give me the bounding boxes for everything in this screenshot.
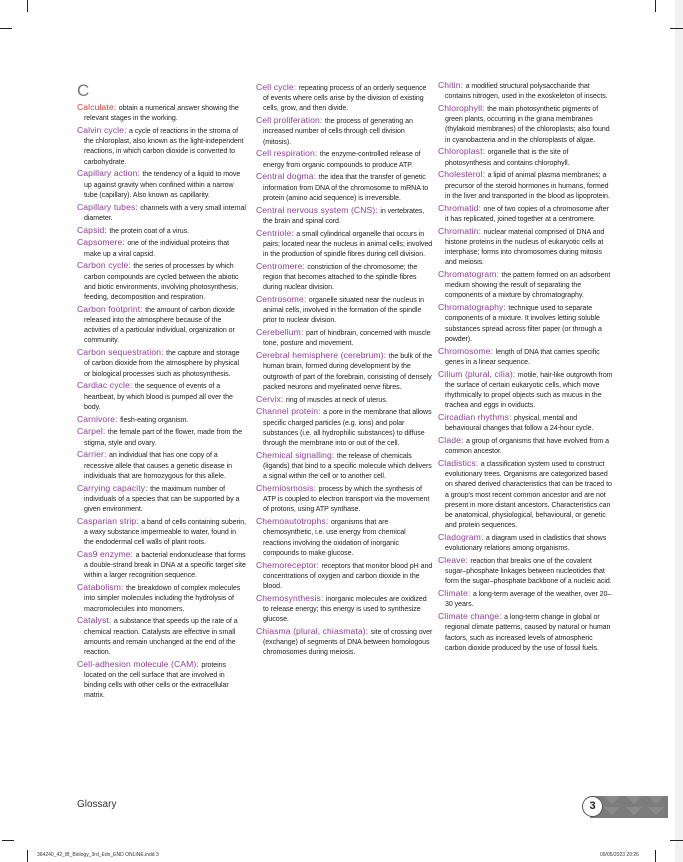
glossary-term: Capillary tubes xyxy=(77,201,136,212)
glossary-term: Carpel xyxy=(77,426,103,437)
glossary-term: Carbon cycle xyxy=(77,260,129,271)
glossary-entry xyxy=(77,516,247,549)
term-colon: : xyxy=(137,168,143,179)
term-colon: : xyxy=(383,350,389,361)
glossary-entry xyxy=(438,146,614,168)
glossary-entry xyxy=(438,302,614,345)
term-colon: : xyxy=(293,82,299,92)
glossary-definition: a small cylindrical organelle that occurs in pairs; located near the nucleus in animal cells; involved in the production of spindle fibres during cell division. xyxy=(263,230,433,259)
crop-mark xyxy=(0,28,12,29)
glossary-term: Chlorophyll xyxy=(438,103,483,113)
glossary-entry xyxy=(256,205,434,227)
term-colon: : xyxy=(496,269,502,280)
print-slug-file: 364240_42_IB_Biology_3rd_Edn_END ONLINE.indd 3 xyxy=(37,852,159,858)
glossary-definition: the sequence of events of a heartbeat, by which blood is pumped all over the body. xyxy=(84,383,233,411)
glossary-term: Cas9 enzyme xyxy=(77,549,131,560)
glossary-definition: nuclear material comprised of DNA and histone proteins in the nucleus of eukaryotic cells at interphase; forms into chromosomes during mitosis and meiosis. xyxy=(445,228,605,267)
term-colon: : xyxy=(365,626,371,637)
glossary-term: Calvin cycle xyxy=(77,125,125,135)
term-colon: : xyxy=(135,201,141,212)
glossary-entry xyxy=(438,169,614,202)
glossary-entry xyxy=(256,294,434,327)
glossary-term: Carbon sequestration xyxy=(77,347,162,358)
glossary-term: Chemoautotrophs xyxy=(256,516,326,527)
glossary-column-1 xyxy=(77,81,247,702)
term-colon: : xyxy=(467,588,473,599)
page-number: 3 xyxy=(582,796,603,817)
term-colon: : xyxy=(499,611,505,622)
glossary-definition: a long-term change in global or regional climate patterns, caused by natural or human factors, such as increased levels of atmospheric carbon dioxide produced by the use of fossil fuels. xyxy=(445,614,611,652)
term-colon: : xyxy=(104,224,110,235)
glossary-definition: process by which the synthesis of ATP is coupled to electron transport via the movement of protons, using ATP synthase. xyxy=(263,486,430,514)
glossary-term: Carrier xyxy=(77,449,104,460)
glossary-term: Cervix xyxy=(256,393,281,404)
term-colon: : xyxy=(482,169,488,180)
glossary-entry xyxy=(77,237,247,259)
glossary-definition: a classification system used to construct evolutionary trees. Organisms are categorized based on shared derived characteristics that can be traced to a group's most recent common ancestor and are not present in more distant ancestors. Characteristics can be anatomical, physiological, behavioural, or genetic and protein sequences. xyxy=(445,461,612,530)
glossary-term: Catabolism xyxy=(77,582,121,593)
glossary-definition: the enzyme-controlled release of energy from organic compounds to produce ATP. xyxy=(263,151,421,169)
glossary-entry xyxy=(77,549,247,582)
glossary-term: Cell-adhesion molecule (CAM) xyxy=(77,658,197,669)
term-colon: : xyxy=(136,515,142,526)
glossary-definition: a band of cells containing suberin, a waxy substance impermeable to water, found in the endodermal cell walls of plant roots. xyxy=(84,518,247,547)
glossary-entry xyxy=(256,450,434,483)
glossary-entry xyxy=(438,458,614,531)
glossary-definition: part of hindbrain, concerned with muscle tone, posture and movement. xyxy=(263,330,431,348)
glossary-definition: the capture and storage of carbon dioxide from the atmosphere by physical or biological processes such as photosynthesis. xyxy=(84,350,240,378)
glossary-definition: the main photosynthetic pigments of green plants, occurring in the grana membranes (thylakoid membranes) of the chloroplasts; also found in cyanobacteria and in the chloroplasts of algae. xyxy=(445,106,610,144)
glossary-entry xyxy=(438,611,614,654)
glossary-definition: a group of organisms that have evolved from a common ancestor. xyxy=(445,438,610,456)
glossary-definition: inorganic molecules are oxidized to release energy; this energy is used to synthesize glucose. xyxy=(263,595,427,624)
term-colon: : xyxy=(490,345,496,356)
term-colon: : xyxy=(325,516,331,527)
glossary-definition: the protein coat of a virus. xyxy=(109,227,190,235)
glossary-definition: a modified structural polysaccharide that contains nitrogen, used in the exoskeleton of insects. xyxy=(445,83,608,101)
glossary-term: Chemical signalling xyxy=(256,449,332,460)
term-colon: : xyxy=(482,103,488,113)
term-colon: : xyxy=(313,483,319,494)
glossary-entry xyxy=(438,346,614,368)
glossary-definition: the idea that the transfer of genetic information from DNA of the chromosome to mRNA to protein (amino acid sequence) is irreversible. xyxy=(263,174,429,202)
glossary-definition: a substance that speeds up the rate of a chemical reaction. Catalysts are effective in small amounts and remain unchanged at the end of the reaction. xyxy=(84,618,238,657)
glossary-definition: a bacterial endonuclease that forms a double-strand break in DNA at a specific target site within a larger recognition sequence. xyxy=(84,552,246,580)
glossary-entry xyxy=(77,347,247,380)
term-colon: : xyxy=(319,115,325,126)
glossary-definition: a long-term average of the weather, over 20–30 years. xyxy=(445,591,612,609)
glossary-entry xyxy=(256,350,434,393)
glossary-definition: physical, mental and behavioural changes that follow a 24-hour cycle. xyxy=(445,415,594,433)
term-colon: : xyxy=(460,435,466,446)
glossary-term: Chiasma (plural, chiasmata) xyxy=(256,626,366,637)
glossary-entry xyxy=(77,125,247,168)
glossary-column-3 xyxy=(438,80,614,655)
glossary-entry xyxy=(256,560,434,593)
glossary-entry xyxy=(438,588,614,610)
glossary-definition: the process of generating an increased number of cells through cell division (mitosis). xyxy=(263,118,413,146)
glossary-entry xyxy=(256,516,434,559)
glossary-definition: the female part of the flower, made from the stigma, style and ovary. xyxy=(84,429,243,447)
glossary-definition: the pattern formed on an adsorbent medium showing the result of separating the components of a mixture by chromatography. xyxy=(445,272,611,300)
glossary-term: Carnivore xyxy=(77,413,116,424)
glossary-term: Cholesterol xyxy=(438,169,483,180)
term-colon: : xyxy=(130,549,136,560)
glossary-term: Cladistics xyxy=(438,458,476,469)
term-colon: : xyxy=(482,146,488,157)
glossary-entry xyxy=(77,659,247,702)
term-colon: : xyxy=(331,449,337,460)
glossary-term: Chitin xyxy=(438,80,461,90)
term-colon: : xyxy=(460,80,466,90)
term-colon: : xyxy=(121,582,126,593)
glossary-entry xyxy=(438,103,614,146)
term-colon: : xyxy=(478,225,484,236)
glossary-entry xyxy=(438,203,614,225)
glossary-entry xyxy=(256,626,434,659)
term-colon: : xyxy=(303,294,309,305)
glossary-definition: repeating process of an orderly sequence of events where cells arise by the division of existing cells, grow, and then divide. xyxy=(263,85,427,113)
glossary-definition: organelle situated near the nucleus in animal cells, involved in the formation of the spindle prior to nuclear division. xyxy=(263,297,425,325)
glossary-definition: ring of muscles at neck of uterus. xyxy=(285,396,388,404)
glossary-term: Chloroplast xyxy=(438,146,483,157)
crop-mark xyxy=(655,850,656,862)
term-colon: : xyxy=(302,260,308,271)
glossary-definition: one of the individual proteins that make up a viral capsid. xyxy=(84,240,229,258)
glossary-column-2 xyxy=(256,82,434,659)
glossary-definition: obtain a numerical answer showing the relevant stages in the working. xyxy=(84,105,239,123)
glossary-entry xyxy=(77,414,247,426)
term-colon: : xyxy=(108,615,114,626)
glossary-entry xyxy=(256,327,434,349)
term-colon: : xyxy=(316,559,322,570)
term-colon: : xyxy=(508,412,514,423)
glossary-term: Carbon footprint xyxy=(77,303,141,314)
term-colon: : xyxy=(318,406,324,417)
glossary-definition: an individual that has one copy of a recessive allele that causes a genetic disease in individuals that are homozygous for this allele. xyxy=(84,452,232,480)
glossary-term: Chromatin xyxy=(438,225,479,236)
glossary-term: Cilium (plural, cilia) xyxy=(438,368,513,379)
glossary-term: Capsid xyxy=(77,224,105,235)
glossary-term: Circadian rhythms xyxy=(438,412,509,423)
glossary-definition: constriction of the chromosome; the region that becomes attached to the spindle fibres during nuclear division. xyxy=(263,263,418,292)
glossary-entry xyxy=(77,102,247,124)
glossary-definition: flesh-eating organism. xyxy=(120,416,189,424)
term-colon: : xyxy=(140,303,146,314)
glossary-definition: in vertebrates, the brain and spinal cord. xyxy=(263,207,425,225)
glossary-term: Climate xyxy=(438,588,468,599)
crop-mark xyxy=(670,28,683,29)
term-colon: : xyxy=(161,347,167,358)
glossary-definition: organelle that is the site of photosynthesis and contains chlorophyll. xyxy=(445,149,570,167)
term-colon: : xyxy=(313,171,319,182)
glossary-term: Capsomere xyxy=(77,237,123,248)
glossary-definition: organisms that are chemosynthetic, i.e. use energy from chemical reactions involving the oxidation of inorganic compounds to make glucose. xyxy=(263,519,406,557)
glossary-entry xyxy=(438,226,614,269)
crop-mark xyxy=(2,840,14,841)
term-colon: : xyxy=(314,148,320,159)
term-colon: : xyxy=(478,202,484,213)
glossary-term: Chromatid xyxy=(438,202,479,213)
glossary-term: Calculate xyxy=(77,102,114,112)
glossary-entry xyxy=(438,435,614,457)
crop-mark xyxy=(655,0,656,12)
glossary-term: Cell cycle xyxy=(256,82,294,92)
glossary-entry xyxy=(438,555,614,588)
glossary-term: Chromatography xyxy=(438,302,504,313)
glossary-entry xyxy=(256,483,434,516)
glossary-definition: the amount of carbon dioxide released into the atmosphere because of the activities of a particular individual, organization or community. xyxy=(84,306,235,345)
term-colon: : xyxy=(102,426,108,437)
glossary-term: Chemiosmosis xyxy=(256,483,314,494)
glossary-term: Clade xyxy=(438,435,461,446)
glossary-entry xyxy=(438,369,614,412)
glossary-entry xyxy=(256,171,434,204)
glossary-term: Casparian strip xyxy=(77,515,137,526)
glossary-entry xyxy=(256,115,434,148)
glossary-entry xyxy=(77,168,247,201)
glossary-definition: the maximum number of individuals of a species that can be supported by a given environment. xyxy=(84,485,240,514)
term-colon: : xyxy=(280,393,286,404)
term-colon: : xyxy=(113,102,119,112)
term-colon: : xyxy=(475,458,481,469)
glossary-entry xyxy=(438,269,614,302)
glossary-term: Cerebellum xyxy=(256,327,301,338)
glossary-term: Cell respiration xyxy=(256,148,315,159)
glossary-definition: a diagram used in cladistics that shows evolutionary relations among organisms. xyxy=(445,535,607,553)
glossary-entry xyxy=(77,260,247,303)
term-colon: : xyxy=(375,204,381,215)
glossary-entry xyxy=(256,148,434,170)
term-colon: : xyxy=(124,125,130,135)
glossary-definition: the bulk of the human brain, formed during development by the outgrowth of part of the forebrain, consisting of densely packed neurons and myelinated nerve fibres. xyxy=(263,353,433,391)
term-colon: : xyxy=(196,658,202,669)
term-colon: : xyxy=(103,449,109,460)
glossary-entry xyxy=(256,593,434,626)
glossary-term: Chemoreceptor xyxy=(256,559,317,570)
glossary-definition: proteins located on the cell surface that are involved in binding cells with other cells or the extracellular matrix. xyxy=(84,661,229,700)
glossary-term: Centriole xyxy=(256,227,292,238)
glossary-entry xyxy=(77,582,247,615)
crop-mark xyxy=(670,840,683,841)
glossary-definition: site of crossing over (exchange) of segments of DNA between homologous chromosomes during meiosis. xyxy=(263,629,433,657)
section-letter: C xyxy=(77,81,90,100)
glossary-term: Central dogma xyxy=(256,171,314,182)
glossary-entry xyxy=(256,394,434,406)
term-colon: : xyxy=(129,380,135,391)
glossary-entry xyxy=(77,202,247,224)
glossary-entry xyxy=(77,615,247,658)
glossary-entry xyxy=(256,82,434,115)
term-colon: : xyxy=(115,413,121,424)
glossary-term: Cell proliferation xyxy=(256,115,320,126)
glossary-entry xyxy=(77,225,247,237)
glossary-definition: length of DNA that carries specific genes in a linear sequence. xyxy=(445,348,600,366)
glossary-term: Climate change xyxy=(438,611,500,622)
glossary-term: Chromatogram xyxy=(438,269,497,280)
glossary-term: Cleave xyxy=(438,555,466,566)
term-colon: : xyxy=(300,327,306,338)
glossary-term: Central nervous system (CNS) xyxy=(256,204,376,215)
glossary-definition: technique used to separate components of a mixture. It involves letting soluble substances spread across filter paper (or through a powder). xyxy=(445,305,602,343)
glossary-definition: channels with a very small internal diameter. xyxy=(84,204,246,222)
term-colon: : xyxy=(465,555,471,566)
glossary-entry xyxy=(438,412,614,434)
crop-mark xyxy=(27,0,28,12)
glossary-definition: reaction that breaks one of the covalent sugar–phosphate linkages between nucleotides that form the sugar–phosphate backbone of a nucleic acid. xyxy=(445,558,612,586)
print-slug-date: 09/05/2023 20:26 xyxy=(600,852,639,858)
term-colon: : xyxy=(291,227,297,238)
glossary-definition: receptors that monitor blood pH and concentrations of oxygen and carbon dioxide in the blood. xyxy=(263,562,433,591)
glossary-term: Cladogram xyxy=(438,532,481,543)
glossary-definition: the release of chemicals (ligands) that bind to a specific molecule which delivers a signal within the cell or to another cell. xyxy=(263,452,432,481)
glossary-entry xyxy=(77,380,247,413)
glossary-definition: one of two copies of a chromosome after it has replicated, joined together at a centromere. xyxy=(445,205,609,223)
glossary-term: Cardiac cycle xyxy=(77,380,130,391)
term-colon: : xyxy=(512,368,518,379)
glossary-entry xyxy=(77,426,247,448)
glossary-term: Centromere xyxy=(256,260,303,271)
term-colon: : xyxy=(320,592,326,603)
glossary-definition: the series of processes by which carbon compounds are cycled between the abiotic and biotic environments, involving photosynthesis, feeding, decomposition and respiration. xyxy=(84,263,239,302)
glossary-term: Catalyst xyxy=(77,615,109,626)
page-edge xyxy=(675,0,683,862)
term-colon: : xyxy=(480,532,486,543)
glossary-entry xyxy=(256,261,434,294)
footer-section-title: Glossary xyxy=(77,799,117,810)
glossary-term: Cerebral hemisphere (cerebrum) xyxy=(256,350,384,361)
term-colon: : xyxy=(145,482,151,493)
glossary-definition: a lipid of animal plasma membranes; a precursor of the steroid hormones in humans, formed in the liver and transported in the blood as lipoprotein. xyxy=(445,172,610,200)
glossary-entry xyxy=(77,304,247,347)
glossary-definition: the breakdown of complex molecules into simpler molecules including the hydrolysis of macromolecules into monomers. xyxy=(84,585,241,613)
glossary-definition: a pore in the membrane that allows specific charged particles (e.g. ions) and polar substances (i.e. all hydrophilic substances) to diffuse through the membrane into or out of the cell. xyxy=(263,409,432,448)
glossary-definition: motile, hair-like outgrowth from the surface of certain eukaryotic cells, which move rhythmically to propel objects such as mucus in the trachea and eggs in oviducts. xyxy=(445,371,613,410)
glossary-entry xyxy=(256,228,434,261)
glossary-entry xyxy=(77,449,247,482)
glossary-term: Centrosome xyxy=(256,294,304,305)
glossary-term: Chemosynthesis xyxy=(256,592,321,603)
glossary-term: Capillary action xyxy=(77,168,138,179)
glossary-term: Carrying capacity xyxy=(77,482,146,493)
term-colon: : xyxy=(128,260,134,271)
glossary-entry xyxy=(438,532,614,554)
glossary-entry xyxy=(256,406,434,449)
glossary-term: Chromosome xyxy=(438,345,491,356)
glossary-entry xyxy=(77,483,247,516)
term-colon: : xyxy=(122,237,128,248)
term-colon: : xyxy=(503,302,509,313)
glossary-definition: the tendency of a liquid to move up against gravity when confined within a narrow tube (capillary). Also known as capillarity. xyxy=(84,171,241,199)
crop-mark xyxy=(27,850,28,862)
glossary-definition: a cycle of reactions in the stroma of the chloroplast, also known as the light-independent reactions, in which carbon dioxide is converted to carbohydrate. xyxy=(84,128,244,166)
glossary-term: Channel protein xyxy=(256,406,319,417)
glossary-entry xyxy=(438,80,614,102)
